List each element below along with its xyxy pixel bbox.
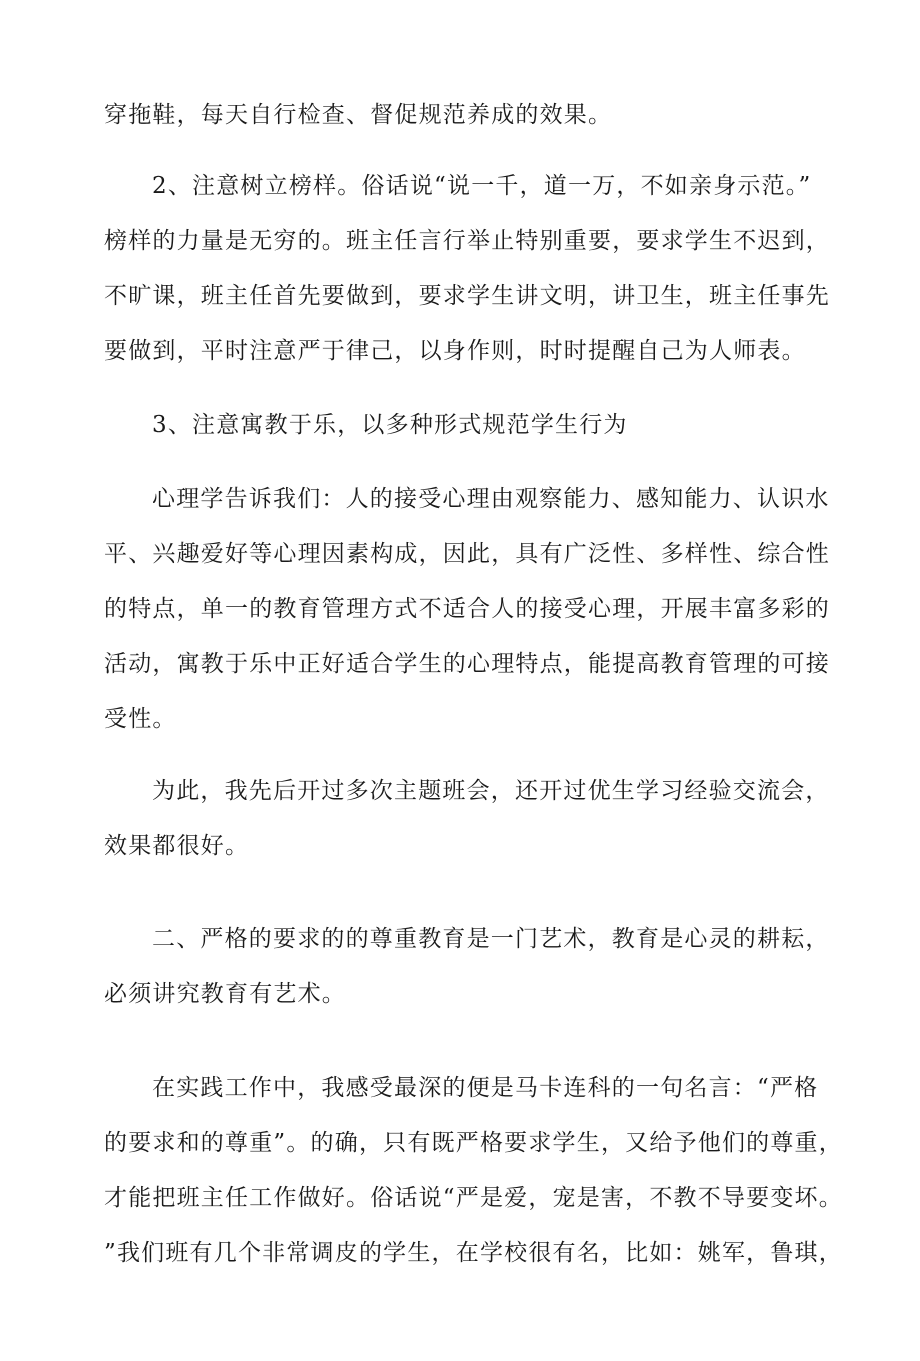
text-line-4: 不旷课，班主任首先要做到，要求学生讲文明，讲卫生，班主任事先	[104, 283, 830, 309]
text-line-17: 的要求和的尊重”。的确，只有既严格要求学生，又给予他们的尊重，	[104, 1130, 843, 1156]
text-line-18: 才能把班主任工作做好。俗话说“严是爱，宠是害，不教不导要变坏。	[104, 1185, 843, 1211]
text-line-3: 榜样的力量是无穷的。班主任言行举止特别重要，要求学生不迟到，	[104, 228, 830, 254]
text-line-19: ”我们班有几个非常调皮的学生，在学校很有名，比如：姚军，鲁琪，	[104, 1240, 843, 1266]
text-line-7: 心理学告诉我们：人的接受心理由观察能力、感知能力、认识水	[152, 486, 830, 512]
text-line-15: 必须讲究教育有艺术。	[104, 981, 346, 1007]
text-line-5: 要做到，平时注意严于律己，以身作则，时时提醒自己为人师表。	[104, 338, 806, 364]
text-line-1: 穿拖鞋，每天自行检查、督促规范养成的效果。	[104, 102, 613, 128]
text-line-12: 为此，我先后开过多次主题班会，还开过优生学习经验交流会，	[152, 778, 830, 804]
text-line-11: 受性。	[104, 706, 177, 732]
text-line-16: 在实践工作中，我感受最深的便是马卡连科的一句名言：“严格	[152, 1075, 819, 1101]
text-line-14: 二、严格的要求的的尊重教育是一门艺术，教育是心灵的耕耘，	[152, 926, 830, 952]
text-line-9: 的特点，单一的教育管理方式不适合人的接受心理，开展丰富多彩的	[104, 596, 830, 622]
text-line-6: 3、注意寓教于乐，以多种形式规范学生行为	[152, 412, 628, 438]
text-line-13: 效果都很好。	[104, 833, 250, 859]
text-line-10: 活动，寓教于乐中正好适合学生的心理特点，能提高教育管理的可接	[104, 651, 830, 677]
text-line-8: 平、兴趣爱好等心理因素构成，因此，具有广泛性、多样性、综合性	[104, 541, 830, 567]
text-line-2: 2、注意树立榜样。俗话说“说一千，道一万，不如亲身示范。”	[152, 173, 812, 199]
